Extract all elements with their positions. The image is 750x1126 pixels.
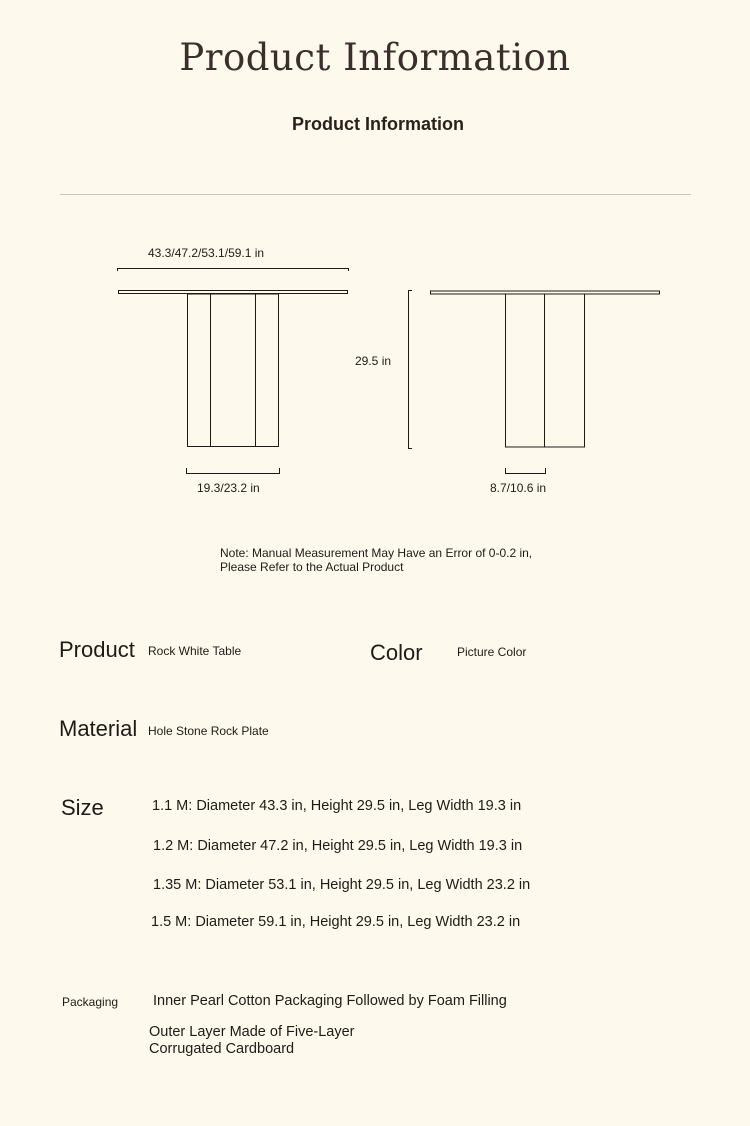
color-value: Picture Color — [457, 645, 527, 659]
height-bracket — [409, 291, 413, 449]
packaging-line-2 — [149, 1024, 355, 1058]
front-tabletop — [119, 291, 348, 294]
packaging-line-2a: Outer Layer Made of Five-Layer — [149, 1024, 355, 1040]
front-leg-base — [188, 294, 279, 447]
page-title: Product Information — [179, 36, 571, 79]
color-label: Color — [370, 640, 423, 665]
size-line-4: 1.5 M: Diameter 59.1 in, Height 29.5 in, Leg Width 23.2 in — [151, 914, 521, 930]
packaging-line-2b: Corrugated Cardboard — [149, 1041, 295, 1057]
packaging-line-1: Inner Pearl Cotton Packaging Followed by Foam Filling — [153, 993, 507, 1009]
size-line-3: 1.35 M: Diameter 53.1 in, Height 29.5 in, Leg Width 23.2 in — [153, 877, 531, 893]
material-label: Material — [59, 716, 138, 741]
height-label: 29.5 in — [355, 354, 392, 368]
table-dimension-diagram — [0, 0, 750, 520]
base-side-label: 8.7/10.6 in — [490, 481, 547, 495]
packaging-label: Packaging — [62, 995, 119, 1009]
front-width-bracket — [118, 269, 349, 272]
material-value: Hole Stone Rock Plate — [148, 724, 269, 738]
note-line-2: Please Refer to the Actual Product — [220, 560, 404, 574]
size-line-1: 1.1 M: Diameter 43.3 in, Height 29.5 in, Leg Width 19.3 in — [152, 798, 522, 814]
size-label: Size — [61, 795, 104, 820]
size-line-2: 1.2 M: Diameter 47.2 in, Height 29.5 in, Leg Width 19.3 in — [153, 838, 523, 854]
front-base-bracket — [187, 468, 280, 474]
base-front-label: 19.3/23.2 in — [197, 481, 260, 495]
product-value: Rock White Table — [148, 644, 242, 658]
product-label: Product — [59, 637, 135, 662]
top-width-label: 43.3/47.2/53.1/59.1 in — [148, 246, 265, 260]
note-line-1: Note: Manual Measurement May Have an Error of 0-0.2 in, — [220, 546, 533, 560]
measurement-note — [220, 546, 550, 574]
side-base-bracket — [506, 468, 546, 474]
section-subtitle: Product Information — [292, 114, 464, 134]
